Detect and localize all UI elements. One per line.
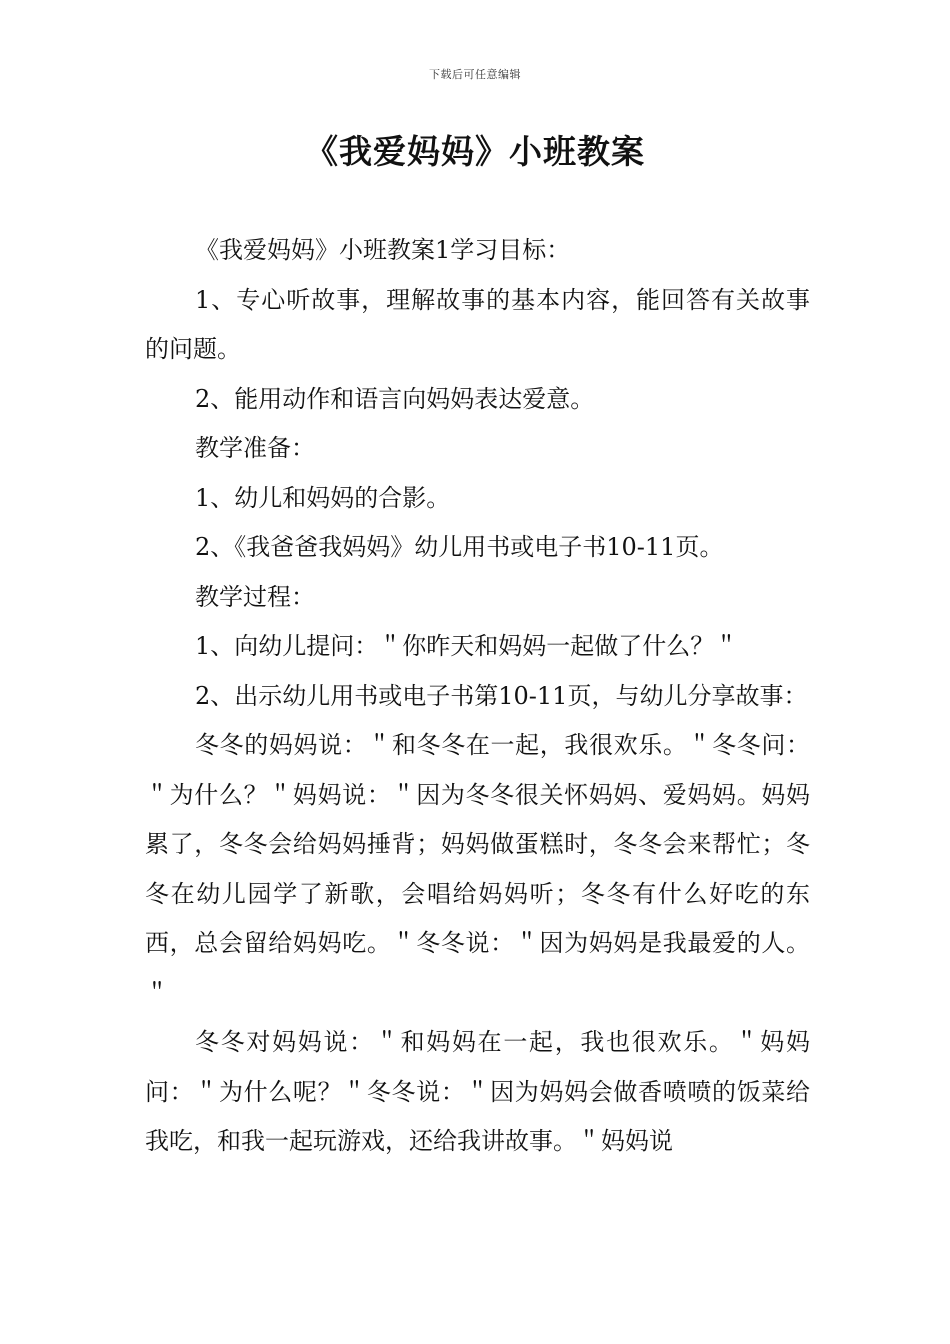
paragraph-preparation-2: 2、《我爸爸我妈妈》幼儿用书或电子书10-11页。 <box>195 533 724 561</box>
paragraph-objective-1: 1、专心听故事，理解故事的基本内容，能回答有关故事的问题。 <box>145 285 810 363</box>
paragraph-preparation-1: 1、幼儿和妈妈的合影。 <box>195 483 451 512</box>
paragraph-objectives-heading: 《我爱妈妈》小班教案1学习目标： <box>195 236 571 264</box>
paragraph-objective-2: 2、能用动作和语言向妈妈表达爱意。 <box>195 384 595 413</box>
paragraph-preparation-heading: 教学准备： <box>195 434 315 462</box>
paragraph-story-1: 冬冬的妈妈说：＂和冬冬在一起，我很欢乐。＂冬冬问：＂为什么？＂妈妈说：＂因为冬冬很关怀妈妈、爱妈妈。妈妈累了，冬冬会给妈妈捶背；妈妈做蛋糕时，冬冬会来帮忙；冬冬在幼儿园学了新歌，会唱给妈妈听；冬冬有什么好吃的东西，总会留给妈妈吃。＂冬冬说：＂因为妈妈是我最爱的人。＂ <box>145 731 810 1007</box>
document-title: 《我爱妈妈》小班教案 <box>305 132 645 171</box>
paragraph-process-2: 2、出示幼儿用书或电子书第10-11页，与幼儿分享故事： <box>195 681 808 710</box>
document-body <box>145 226 810 1167</box>
paragraph-process-1: 1、向幼儿提问：＂你昨天和妈妈一起做了什么？＂ <box>195 632 739 660</box>
header-note: 下载后可任意编辑 <box>429 68 521 81</box>
paragraph-story-2: 冬冬对妈妈说：＂和妈妈在一起，我也很欢乐。＂妈妈问：＂为什么呢？＂冬冬说：＂因为妈妈会做香喷喷的饭菜给我吃，和我一起玩游戏，还给我讲故事。＂妈妈说 <box>145 1028 810 1155</box>
paragraph-process-heading: 教学过程： <box>195 582 315 611</box>
